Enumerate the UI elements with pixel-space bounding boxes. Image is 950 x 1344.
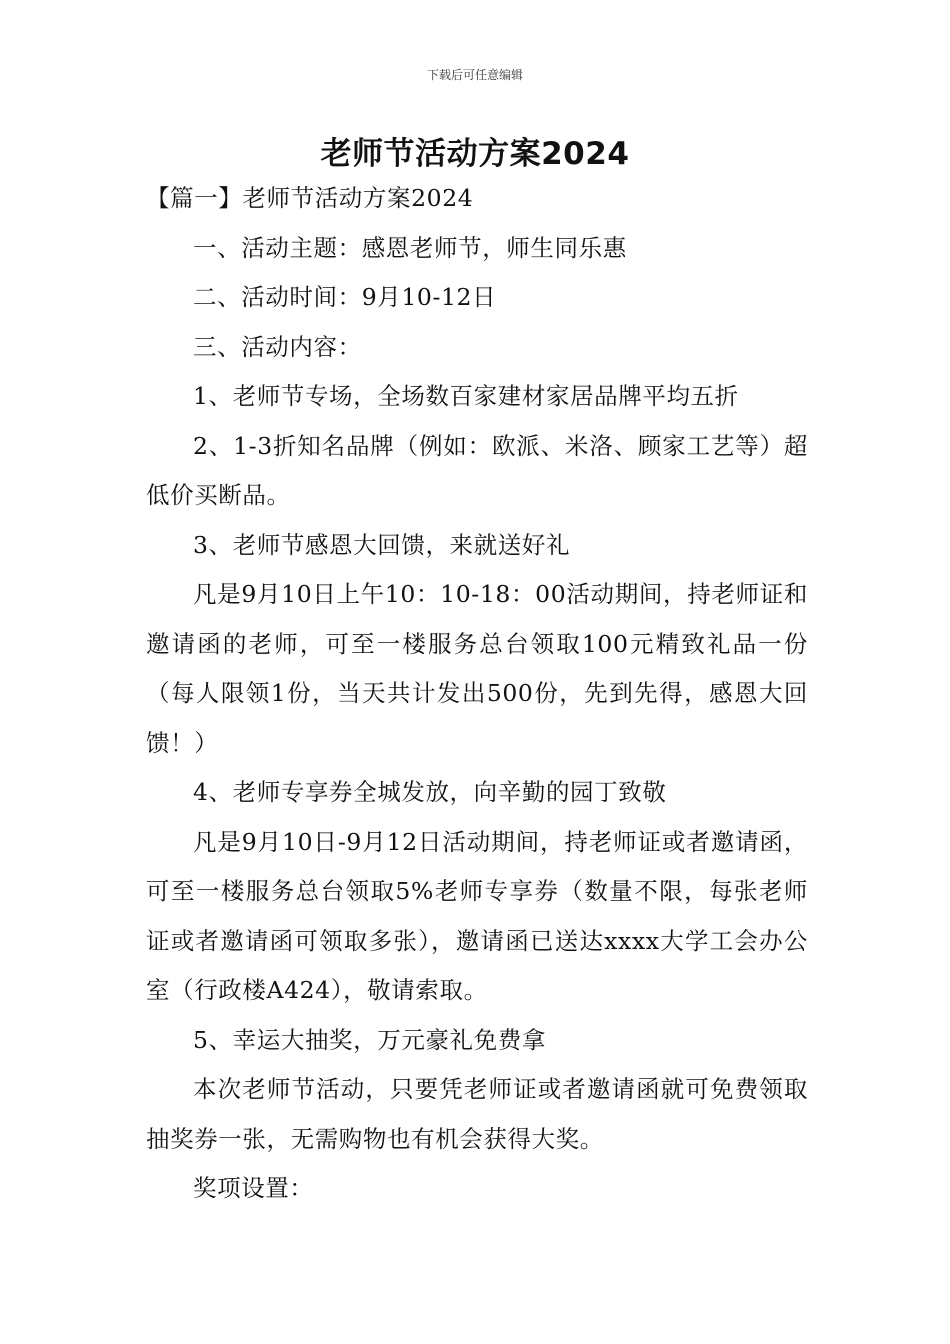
paragraph-item-3-detail: 凡是9月10日上午10：10-18：00活动期间，持老师证和邀请函的老师，可至一楼服务总台领取100元精致礼品一份（每人限领1份，当天共计发出500份，先到先得，感恩大回馈！）	[146, 580, 808, 757]
paragraph-item-4: 4、老师专享券全城发放，向辛勤的园丁致敬	[193, 778, 667, 806]
document-title: 老师节活动方案2024	[320, 136, 630, 172]
paragraph-prize-settings: 奖项设置：	[193, 1174, 314, 1202]
paragraph-item-5-detail: 本次老师节活动，只要凭老师证或者邀请函就可免费领取抽奖券一张，无需购物也有机会获得大奖。	[146, 1075, 808, 1153]
paragraph-content-heading: 三、活动内容：	[193, 332, 362, 361]
document-body	[146, 174, 808, 1214]
paragraph-theme: 一、活动主题：感恩老师节，师生同乐惠	[193, 233, 627, 262]
page-header-note: 下载后可任意编辑	[426, 68, 523, 82]
paragraph-item-5: 5、幸运大抽奖，万元豪礼免费拿	[193, 1025, 546, 1054]
paragraph-item-3: 3、老师节感恩大回馈，来就送好礼	[193, 530, 571, 559]
paragraph-item-2: 2、1-3折知名品牌（例如：欧派、米洛、顾家工艺等）超低价买断品。	[146, 431, 808, 509]
paragraph-item-4-detail: 凡是9月10日-9月12日活动期间，持老师证或者邀请函，可至一楼服务总台领取5%老师专享券（数量不限，每张老师证或者邀请函可领取多张），邀请函已送达xxxx大学工会办公室（行政楼A424），敬请索取。	[146, 827, 808, 1004]
paragraph-item-1: 1、老师节专场，全场数百家建材家居品牌平均五折	[193, 382, 739, 410]
paragraph-time: 二、活动时间：9月10-12日	[193, 283, 497, 311]
section-heading: 【篇一】老师节活动方案2024	[146, 184, 474, 212]
